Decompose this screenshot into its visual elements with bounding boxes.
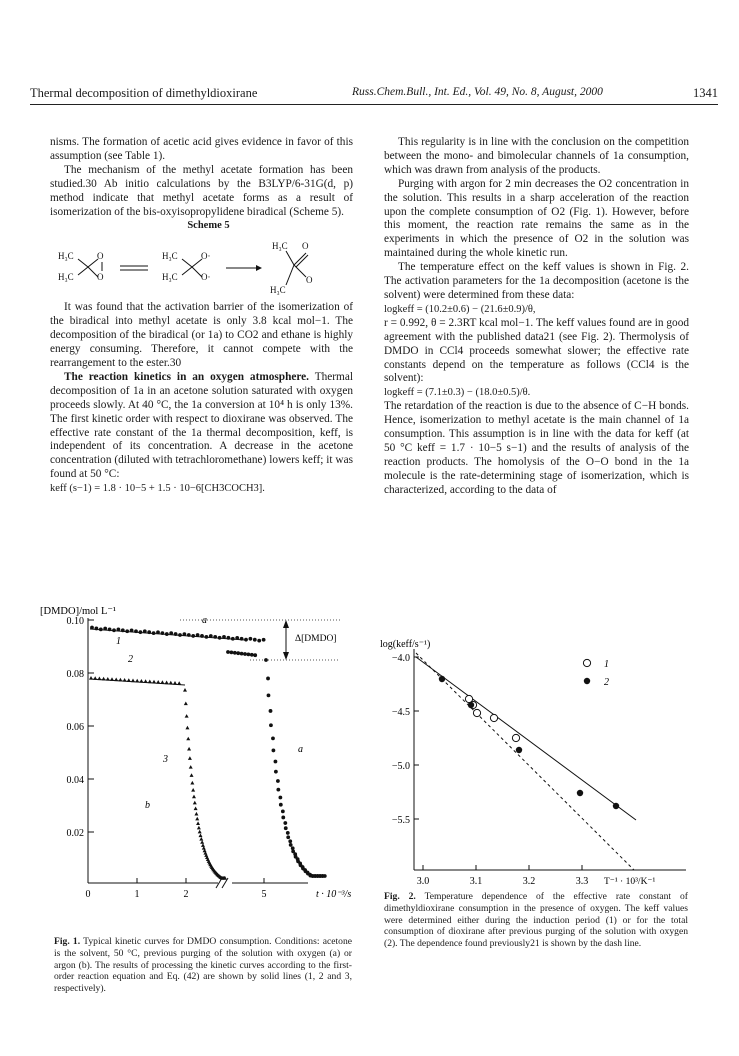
running-header <box>30 86 718 104</box>
legend-label: 2 <box>604 677 609 688</box>
equation: logkeff = (10.2±0.6) − (21.6±0.9)/θ, <box>384 303 536 315</box>
legend-marker-filled <box>584 678 590 684</box>
figure-1 <box>40 600 360 930</box>
header-journal: Russ.Chem.Bull., Int. Ed., Vol. 49, No. 8, August, 2000 <box>352 86 603 98</box>
svg-text:H₃C: H₃C <box>162 251 178 262</box>
x-tick-label: 3.1 <box>469 876 483 885</box>
paragraph: The reaction kinetics in an oxygen atmosphere. Thermal decomposition of 1a in an acetone solution saturated with oxygen proceeds slowly. At 40 °C, the 1a conversion at 10⁴ h is only 13%. The first kinetic order with respect to dioxirane was observed. The effective rate constant of the 1a thermal decomposition, keff, is independent of its concentration. A decrease in the acetone concentration (diluted with tetrachloromethane) lowers keff; it was found at 50 °C: <box>50 370 353 481</box>
legend-marker-open <box>583 659 590 666</box>
delta-label: Δ[DMDO] <box>295 634 337 644</box>
y-tick-label: −4.0 <box>391 653 410 664</box>
curve-label-a: a <box>202 615 207 626</box>
svg-text:H₃C: H₃C <box>272 241 288 252</box>
x-tick-label: 2 <box>183 889 189 900</box>
fig1-data-markers <box>89 626 327 880</box>
x-axis-label: t · 10⁻³/s <box>316 889 352 900</box>
x-tick-label: 3.2 <box>522 876 536 885</box>
svg-text:O: O <box>97 251 104 262</box>
paragraph: It was found that the activation barrier of the isomerization of the biradical into methyl acetate is only 3.8 kcal mol−1. The decomposition of the biradical (or 1a) to CO2 and ethane is highly energy consuming. Therefore, it cannot compete with the rearrangement to the ester.30 <box>50 301 353 369</box>
paragraph: Purging with argon for 2 min decreases the O2 concentration in the solution. This results in a sharp acceleration of the reaction upon the complete consumption of O2 (Fig. 1). However, before this moment, the reaction rate remains the same as in the experiments in which the presence of O2 in the solution was maintained during the whole kinetic run. <box>384 177 689 260</box>
header-title: Thermal decomposition of dimethyldioxirane <box>30 86 258 100</box>
header-rule <box>30 104 718 105</box>
y-tick-label: −5.0 <box>391 761 410 772</box>
y-tick-label: −4.5 <box>391 707 410 718</box>
svg-text:O·: O· <box>201 272 211 283</box>
x-tick-label: 3.0 <box>416 876 430 885</box>
y-tick-label: 0.08 <box>66 669 84 680</box>
paragraph: The temperature effect on the keff values is shown in Fig. 2. The activation parameters for the 1a decomposition (acetone is the solvent) were determined from these data: <box>384 261 689 301</box>
y-axis-label: [DMDO]/mol L⁻¹ <box>40 606 117 617</box>
curve-label-2: 2 <box>128 654 133 665</box>
paragraph: The mechanism of the methyl acetate formation has been studied.30 Ab initio calculations by the B3LYP/6-31G(d, p) method indicate that methyl acetate forms as a result of isomerization of the bis-oxyisopropylidene biradical (Scheme 5). <box>50 163 353 218</box>
equation: keff (s−1) = 1.8 · 10−5 + 1.5 · 10−6[CH3COCH3]. <box>50 483 265 495</box>
y-tick-label: 0.06 <box>66 722 84 733</box>
y-axis-label: log(keff/s⁻¹) <box>380 639 431 650</box>
paragraph: r = 0.992, θ = 2.3RT kcal mol−1. The keff values found are in good agreement with the published data21 (see Fig. 2). Thermolysis of DMDO in CCl4 proceeds somewhat slower; the effective rate constants depend on the temperature as follows (CCl4 is the solvent): <box>384 316 689 385</box>
curve-label-3: 3 <box>163 754 168 765</box>
y-tick-label: 0.04 <box>66 775 84 786</box>
curve-label-1: 1 <box>116 636 121 647</box>
svg-text:H₃C: H₃C <box>270 285 286 296</box>
x-axis-label: T⁻¹ · 10³/K⁻¹ <box>604 877 656 885</box>
x-tick-label: 0 <box>85 889 91 900</box>
svg-text:H₃C: H₃C <box>58 251 74 262</box>
svg-text:O: O <box>97 272 104 283</box>
x-tick-label: 3.3 <box>575 876 589 885</box>
curve-label-a: a <box>298 744 303 755</box>
equation: logkeff = (7.1±0.3) − (18.0±0.5)/θ. <box>384 387 531 399</box>
x-tick-label: 1 <box>134 889 140 900</box>
right-column <box>384 136 689 498</box>
svg-text:O: O <box>306 275 313 286</box>
paragraph: nisms. The formation of acetic acid gives evidence in favor of this assumption (see Table 1). <box>50 136 353 162</box>
page-number: 1341 <box>693 86 718 100</box>
svg-text:O: O <box>302 241 309 252</box>
svg-text:H₃C: H₃C <box>58 272 74 283</box>
figure-1-caption: Fig. 1. Typical kinetic curves for DMDO consumption. Conditions: acetone is the solvent, 50 °C, previous purging of the solution with oxygen (a) or argon (b). The results of processing the kinetic curves according to the first-order reaction equation and Eq. (42) are shown by solid lines (1, 2 and 3, respectively). <box>54 936 352 995</box>
series-1-points <box>465 695 519 741</box>
scheme-title: Scheme 5 <box>187 220 230 232</box>
reference-dash-line <box>416 653 634 870</box>
svg-text:H₃C: H₃C <box>162 272 178 283</box>
figure-2-caption: Fig. 2. Temperature dependence of the effective rate constant of dimethyldioxirane consumption in the presence of oxygen. The keff values were determined either during the induction period (1) or for the total consumption of dioxirane after previous purging of the solution with oxygen (2). The dependence found previously21 is shown by the dash line. <box>384 891 688 950</box>
section-heading: The reaction kinetics in an oxygen atmosphere. <box>64 370 310 383</box>
paragraph: This regularity is in line with the conclusion on the competition between the mono- and bimolecular channels of 1a consumption, which was drawn from analysis of the products. <box>384 136 689 176</box>
fit-line <box>416 657 636 820</box>
scheme-5-diagram <box>50 233 353 301</box>
legend-label: 1 <box>604 659 609 670</box>
svg-text:O·: O· <box>201 251 211 262</box>
curve-label-b: b <box>145 800 150 811</box>
y-tick-label: 0.02 <box>66 828 84 839</box>
series-2-points <box>439 676 619 809</box>
paragraph: The retardation of the reaction is due to the absence of C−H bonds. Hence, isomerization to methyl acetate is the main channel of 1a consumption. This assumption is in line with the data for keff (at 50 °C keff = 1.7 · 10−5 s−1) and the results of analysis of the reaction products. The homolysis of the O−O bond in the 1a molecule is the rate-determining stage of isomerization, which is characterized, according to the data of <box>384 400 689 496</box>
y-tick-label: 0.10 <box>66 616 84 627</box>
left-column <box>50 136 353 496</box>
x-tick-label: 5 <box>261 889 267 900</box>
figure-2 <box>376 635 696 885</box>
y-tick-label: −5.5 <box>391 815 410 826</box>
